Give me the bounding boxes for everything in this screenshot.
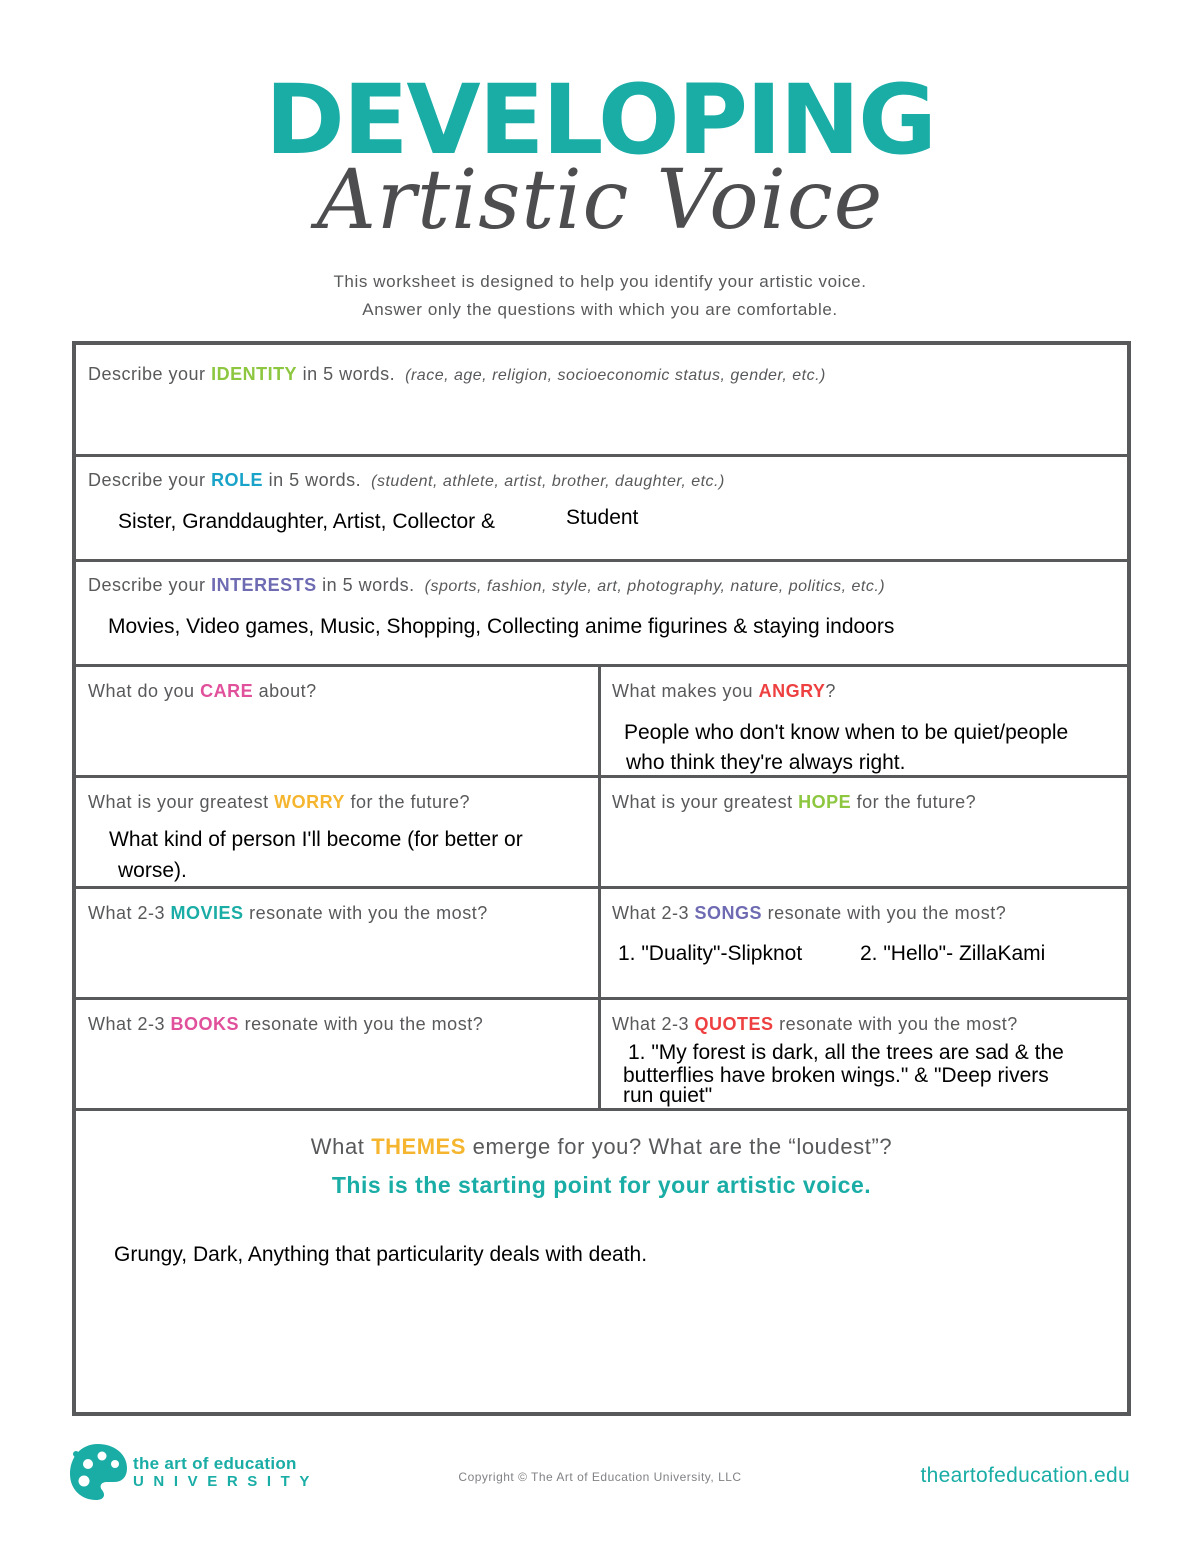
worry-keyword: WORRY bbox=[274, 792, 345, 812]
angry-answer-line-2: who think they're always right. bbox=[626, 751, 906, 774]
songs-question: What 2-3 SONGS resonate with you the most? bbox=[612, 903, 1007, 923]
page-subtitle: Artistic Voice bbox=[316, 153, 884, 248]
movies-question: What 2-3 MOVIES resonate with you the most? bbox=[88, 903, 488, 923]
songs-keyword: SONGS bbox=[694, 903, 763, 923]
care-keyword: CARE bbox=[200, 681, 254, 701]
intro-line-1: This worksheet is designed to help you identify your artistic voice. bbox=[333, 272, 867, 291]
row-divider bbox=[76, 886, 1127, 889]
angry-question: What makes you ANGRY? bbox=[612, 681, 836, 701]
role-answer-continued: Student bbox=[566, 506, 639, 529]
intro-line-2: Answer only the questions with which you are comfortable. bbox=[362, 300, 838, 319]
books-keyword: BOOKS bbox=[170, 1014, 240, 1034]
page-title: DEVELOPING bbox=[265, 64, 935, 176]
books-question: What 2-3 BOOKS resonate with you the most? bbox=[88, 1014, 484, 1034]
role-hint: (student, athlete, artist, brother, daughter, etc.) bbox=[371, 473, 725, 490]
songs-answer-2: 2. "Hello"- ZillaKami bbox=[860, 942, 1046, 965]
themes-subtitle: This is the starting point for your artistic voice. bbox=[331, 1172, 872, 1198]
role-answer: Sister, Granddaughter, Artist, Collector & bbox=[118, 510, 496, 533]
interests-question: Describe your INTERESTS in 5 words. (sports, fashion, style, art, photography, nature, politics, etc.) bbox=[88, 575, 886, 595]
angry-keyword: ANGRY bbox=[758, 681, 826, 701]
identity-question: Describe your IDENTITY in 5 words. (race, age, religion, socioeconomic status, gender, etc.) bbox=[88, 364, 826, 384]
themes-question: What THEMES emerge for you? What are the “loudest”? bbox=[310, 1134, 893, 1159]
quotes-answer-line-1: 1. "My forest is dark, all the trees are sad & the bbox=[628, 1041, 1064, 1064]
quotes-keyword: QUOTES bbox=[694, 1014, 774, 1034]
quotes-answer-line-3: run quiet" bbox=[623, 1084, 713, 1107]
interests-answer: Movies, Video games, Music, Shopping, Collecting anime figurines & staying indoors bbox=[108, 615, 895, 638]
column-divider bbox=[598, 664, 601, 1111]
worry-answer-line-1: What kind of person I'll become (for better or bbox=[109, 828, 523, 851]
role-question: Describe your ROLE in 5 words. (student, athlete, artist, brother, daughter, etc.) bbox=[88, 470, 725, 490]
row-divider bbox=[76, 559, 1127, 562]
logo-text: the art of education bbox=[133, 1454, 297, 1473]
interests-hint: (sports, fashion, style, art, photography, nature, politics, etc.) bbox=[424, 578, 886, 595]
interests-keyword: INTERESTS bbox=[211, 575, 317, 595]
hope-question: What is your greatest HOPE for the future? bbox=[612, 792, 977, 812]
worry-answer-line-2: worse). bbox=[118, 859, 187, 882]
quotes-answer-line-2: butterflies have broken wings." & "Deep rivers bbox=[623, 1064, 1049, 1087]
quotes-question: What 2-3 QUOTES resonate with you the most? bbox=[612, 1014, 1018, 1034]
website-link[interactable]: theartofeducation.edu bbox=[920, 1464, 1130, 1487]
angry-answer-line-1: People who don't know when to be quiet/people bbox=[624, 721, 1069, 744]
care-question: What do you CARE about? bbox=[88, 681, 317, 701]
row-divider bbox=[76, 664, 1127, 667]
themes-answer: Grungy, Dark, Anything that particularity deals with death. bbox=[114, 1243, 648, 1266]
role-keyword: ROLE bbox=[211, 470, 264, 490]
row-divider bbox=[76, 775, 1127, 778]
row-divider bbox=[76, 454, 1127, 457]
copyright-notice: Copyright © The Art of Education University, LLC bbox=[458, 1470, 742, 1484]
identity-hint: (race, age, religion, socioeconomic status, gender, etc.) bbox=[405, 367, 826, 384]
worry-question: What is your greatest WORRY for the future? bbox=[88, 792, 471, 812]
row-divider bbox=[76, 1108, 1127, 1111]
row-divider bbox=[76, 997, 1127, 1000]
movies-keyword: MOVIES bbox=[170, 903, 244, 923]
worksheet-table bbox=[72, 341, 1131, 1416]
identity-keyword: IDENTITY bbox=[211, 364, 298, 384]
logo-subtext: UNIVERSITY bbox=[133, 1473, 320, 1490]
hope-keyword: HOPE bbox=[798, 792, 852, 812]
themes-keyword: THEMES bbox=[371, 1134, 466, 1159]
songs-answer-1: 1. "Duality"-Slipknot bbox=[618, 942, 803, 965]
